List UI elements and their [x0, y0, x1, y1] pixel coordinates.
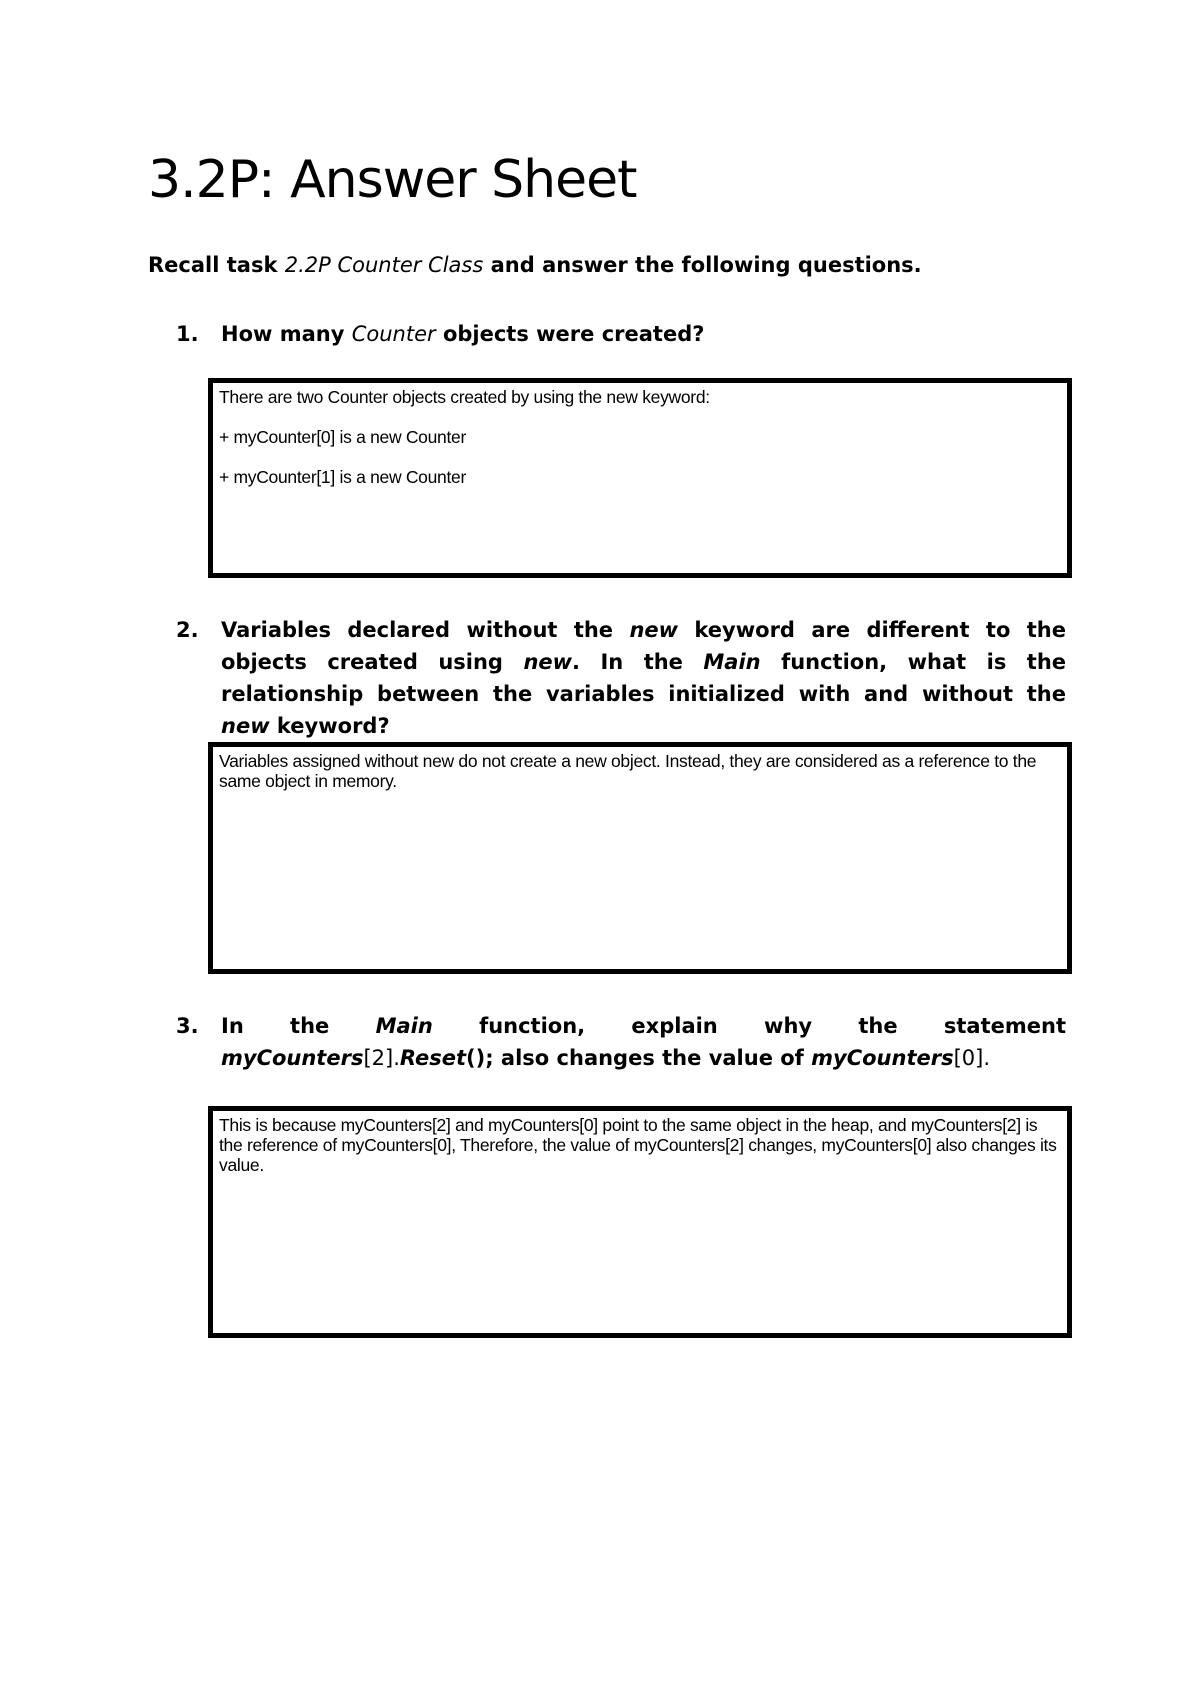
question-1 — [176, 318, 1066, 350]
intro-after: and answer the following questions. — [483, 253, 922, 277]
question-3-text-part: [2]. — [363, 1046, 400, 1070]
question-2-text-part: . In the — [572, 650, 704, 674]
question-3-text-part: In the — [221, 1014, 376, 1038]
question-2 — [176, 614, 1066, 742]
question-3-text-part: (); also changes the value of — [466, 1046, 812, 1070]
question-3-text-part: [0]. — [953, 1046, 991, 1070]
keyword-new: new — [629, 618, 679, 642]
question-3-text-part: function, explain why the statement — [432, 1014, 1066, 1038]
answer-1-line: + myCounter[0] is a new Counter — [219, 427, 467, 447]
question-2-text-part: keyword? — [269, 714, 390, 738]
code-mycounters: myCounters — [811, 1046, 954, 1070]
question-1-counter-term: Counter — [351, 322, 436, 346]
answer-3-text: This is because myCounters[2] and myCounters[0] point to the same object in the heap, and myCounters[2] is the reference of myCounters[0], Therefore, the value of myCounters[2] changes, myCounters[0] also changes its value. — [219, 1115, 1057, 1175]
code-reset: Reset — [399, 1046, 467, 1070]
keyword-new: new — [221, 714, 270, 738]
intro-task-name: 2.2P Counter Class — [284, 253, 484, 277]
keyword-main: Main — [375, 1014, 433, 1038]
keyword-new: new — [523, 650, 573, 674]
question-2-text-part: function, what is the relationship between the variables initialized with and without the — [221, 650, 1067, 706]
question-1-text — [221, 318, 1066, 350]
question-2-text-part: keyword are different to the objects created using — [221, 618, 1066, 674]
question-3-number: 3. — [176, 1014, 199, 1038]
intro-text — [148, 252, 922, 279]
question-3-text — [221, 1010, 1066, 1074]
intro-before: Recall task — [148, 253, 285, 277]
question-1-number: 1. — [176, 322, 199, 346]
answer-1-line: + myCounter[1] is a new Counter — [219, 467, 467, 487]
answer-box-3[interactable] — [208, 1106, 1072, 1338]
answer-2-text: Variables assigned without new do not create a new object. Instead, they are considered as a reference to the same object in memory. — [219, 751, 1037, 791]
page-title: 3.2P: Answer Sheet — [148, 150, 637, 210]
question-3 — [176, 1010, 1066, 1074]
question-1-text-part: objects were created? — [435, 322, 705, 346]
keyword-main: Main — [703, 650, 761, 674]
question-2-number: 2. — [176, 618, 199, 642]
question-2-text-part: Variables declared without the — [221, 618, 630, 642]
answer-1-line: There are two Counter objects created by using the new keyword: — [219, 387, 710, 407]
question-1-text-part: How many — [221, 322, 352, 346]
answer-box-2[interactable] — [208, 742, 1072, 974]
question-2-text — [221, 614, 1066, 742]
answer-box-1[interactable] — [208, 378, 1072, 578]
code-mycounters: myCounters — [221, 1046, 364, 1070]
